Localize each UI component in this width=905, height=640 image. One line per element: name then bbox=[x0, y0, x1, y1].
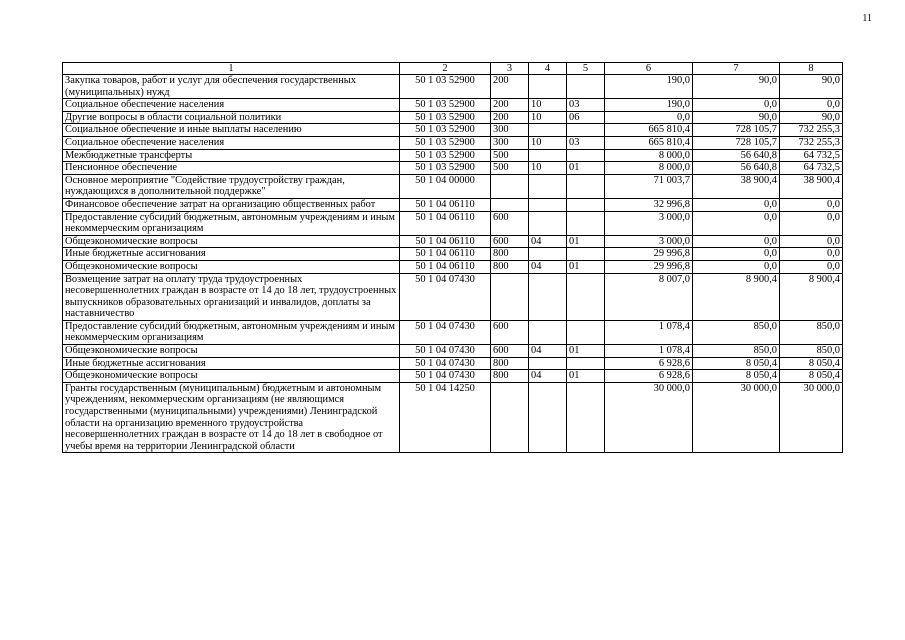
cell-rz bbox=[529, 273, 567, 320]
cell-code: 50 1 04 06110 bbox=[400, 211, 491, 235]
cell-code: 50 1 03 52900 bbox=[400, 75, 491, 99]
cell-amount-7: 8 050,4 bbox=[693, 357, 780, 370]
cell-code: 50 1 04 06110 bbox=[400, 235, 491, 248]
cell-name: Общеэкономические вопросы bbox=[63, 235, 400, 248]
cell-name: Общеэкономические вопросы bbox=[63, 370, 400, 383]
cell-rz: 04 bbox=[529, 345, 567, 358]
cell-amount-8: 90,0 bbox=[780, 111, 843, 124]
cell-pr bbox=[567, 211, 605, 235]
cell-amount-7: 0,0 bbox=[693, 260, 780, 273]
page-number: 11 bbox=[862, 13, 872, 24]
cell-amount-8: 850,0 bbox=[780, 345, 843, 358]
cell-amount-6: 29 996,8 bbox=[605, 248, 693, 261]
cell-code: 50 1 04 07430 bbox=[400, 345, 491, 358]
cell-pr bbox=[567, 124, 605, 137]
cell-pr bbox=[567, 198, 605, 211]
cell-rz: 10 bbox=[529, 111, 567, 124]
cell-rz bbox=[529, 149, 567, 162]
cell-amount-7: 0,0 bbox=[693, 198, 780, 211]
cell-name: Другие вопросы в области социальной политики bbox=[63, 111, 400, 124]
cell-rz bbox=[529, 320, 567, 344]
cell-amount-8: 64 732,5 bbox=[780, 149, 843, 162]
cell-amount-6: 6 928,6 bbox=[605, 370, 693, 383]
header-col-6: 6 bbox=[605, 63, 693, 75]
cell-amount-7: 850,0 bbox=[693, 320, 780, 344]
cell-amount-8: 30 000,0 bbox=[780, 382, 843, 453]
cell-code: 50 1 04 07430 bbox=[400, 320, 491, 344]
cell-vr: 600 bbox=[491, 211, 529, 235]
cell-pr bbox=[567, 75, 605, 99]
header-col-8: 8 bbox=[780, 63, 843, 75]
cell-amount-6: 665 810,4 bbox=[605, 136, 693, 149]
cell-name: Иные бюджетные ассигнования bbox=[63, 357, 400, 370]
cell-code: 50 1 04 14250 bbox=[400, 382, 491, 453]
cell-amount-7: 56 640,8 bbox=[693, 162, 780, 175]
cell-code: 50 1 03 52900 bbox=[400, 111, 491, 124]
cell-amount-8: 90,0 bbox=[780, 75, 843, 99]
cell-code: 50 1 04 06110 bbox=[400, 248, 491, 261]
cell-code: 50 1 03 52900 bbox=[400, 162, 491, 175]
cell-rz: 10 bbox=[529, 136, 567, 149]
cell-amount-6: 29 996,8 bbox=[605, 260, 693, 273]
cell-name: Предоставление субсидий бюджетным, автономным учреждениям и иным некоммерческим организациям bbox=[63, 211, 400, 235]
cell-amount-8: 0,0 bbox=[780, 235, 843, 248]
cell-amount-6: 665 810,4 bbox=[605, 124, 693, 137]
cell-amount-7: 8 050,4 bbox=[693, 370, 780, 383]
cell-vr: 800 bbox=[491, 260, 529, 273]
table-row bbox=[63, 99, 843, 112]
cell-amount-7: 30 000,0 bbox=[693, 382, 780, 453]
cell-pr: 01 bbox=[567, 370, 605, 383]
table-row bbox=[63, 198, 843, 211]
table-row bbox=[63, 357, 843, 370]
cell-vr bbox=[491, 273, 529, 320]
cell-amount-6: 8 007,0 bbox=[605, 273, 693, 320]
cell-pr bbox=[567, 248, 605, 261]
cell-amount-6: 8 000,0 bbox=[605, 162, 693, 175]
cell-vr: 600 bbox=[491, 320, 529, 344]
cell-name: Основное мероприятие "Содействие трудоустройству граждан, нуждающихся в дополнительной поддержке" bbox=[63, 174, 400, 198]
table-row bbox=[63, 320, 843, 344]
cell-amount-8: 850,0 bbox=[780, 320, 843, 344]
cell-vr bbox=[491, 198, 529, 211]
table-row bbox=[63, 370, 843, 383]
cell-amount-8: 8 900,4 bbox=[780, 273, 843, 320]
cell-name: Финансовое обеспечение затрат на организацию общественных работ bbox=[63, 198, 400, 211]
cell-vr: 200 bbox=[491, 111, 529, 124]
cell-amount-6: 3 000,0 bbox=[605, 235, 693, 248]
cell-amount-6: 0,0 bbox=[605, 111, 693, 124]
cell-vr: 200 bbox=[491, 75, 529, 99]
cell-amount-8: 0,0 bbox=[780, 99, 843, 112]
cell-pr: 03 bbox=[567, 99, 605, 112]
cell-name: Социальное обеспечение населения bbox=[63, 136, 400, 149]
cell-code: 50 1 04 06110 bbox=[400, 198, 491, 211]
cell-amount-8: 64 732,5 bbox=[780, 162, 843, 175]
cell-rz bbox=[529, 211, 567, 235]
cell-pr: 01 bbox=[567, 260, 605, 273]
cell-rz bbox=[529, 382, 567, 453]
cell-name: Гранты государственным (муниципальным) бюджетным и автономным учреждениям, некоммерческим организациям (не являющимся государственными (муниципальными) учреждениями) Ленинградской области на организацию временного трудоустройства несовершеннолетних граждан в возрасте от 14 до 18 лет в свободное от учебы время на территории Ленинградской области bbox=[63, 382, 400, 453]
table-row bbox=[63, 248, 843, 261]
cell-amount-6: 8 000,0 bbox=[605, 149, 693, 162]
cell-amount-8: 0,0 bbox=[780, 211, 843, 235]
cell-vr: 300 bbox=[491, 124, 529, 137]
cell-rz: 10 bbox=[529, 99, 567, 112]
cell-amount-8: 0,0 bbox=[780, 260, 843, 273]
cell-pr bbox=[567, 174, 605, 198]
table-row bbox=[63, 162, 843, 175]
cell-amount-7: 90,0 bbox=[693, 111, 780, 124]
cell-amount-7: 0,0 bbox=[693, 235, 780, 248]
cell-rz: 04 bbox=[529, 235, 567, 248]
cell-amount-7: 38 900,4 bbox=[693, 174, 780, 198]
cell-rz bbox=[529, 75, 567, 99]
cell-code: 50 1 03 52900 bbox=[400, 136, 491, 149]
table-row bbox=[63, 75, 843, 99]
cell-rz bbox=[529, 357, 567, 370]
cell-amount-7: 728 105,7 bbox=[693, 136, 780, 149]
header-col-7: 7 bbox=[693, 63, 780, 75]
cell-amount-8: 38 900,4 bbox=[780, 174, 843, 198]
cell-amount-7: 0,0 bbox=[693, 99, 780, 112]
table-row bbox=[63, 149, 843, 162]
table-row bbox=[63, 345, 843, 358]
cell-amount-6: 1 078,4 bbox=[605, 345, 693, 358]
cell-pr bbox=[567, 382, 605, 453]
cell-pr bbox=[567, 149, 605, 162]
cell-name: Социальное обеспечение и иные выплаты населению bbox=[63, 124, 400, 137]
cell-amount-7: 728 105,7 bbox=[693, 124, 780, 137]
cell-amount-8: 8 050,4 bbox=[780, 370, 843, 383]
cell-name: Иные бюджетные ассигнования bbox=[63, 248, 400, 261]
cell-code: 50 1 04 06110 bbox=[400, 260, 491, 273]
header-col-4: 4 bbox=[529, 63, 567, 75]
table-row bbox=[63, 382, 843, 453]
table-row bbox=[63, 111, 843, 124]
cell-amount-7: 0,0 bbox=[693, 248, 780, 261]
cell-pr: 01 bbox=[567, 235, 605, 248]
cell-vr: 200 bbox=[491, 99, 529, 112]
cell-code: 50 1 04 07430 bbox=[400, 370, 491, 383]
cell-name: Возмещение затрат на оплату труда трудоустроенных несовершеннолетних граждан в возрасте от 14 до 18 лет, трудоустроенных выпускников образовательных организаций и инвалидов, доплаты за наставничество bbox=[63, 273, 400, 320]
cell-name: Общеэкономические вопросы bbox=[63, 260, 400, 273]
cell-vr: 800 bbox=[491, 370, 529, 383]
cell-rz bbox=[529, 174, 567, 198]
cell-name: Межбюджетные трансферты bbox=[63, 149, 400, 162]
cell-amount-6: 71 003,7 bbox=[605, 174, 693, 198]
cell-amount-8: 0,0 bbox=[780, 198, 843, 211]
cell-amount-6: 190,0 bbox=[605, 75, 693, 99]
cell-amount-6: 1 078,4 bbox=[605, 320, 693, 344]
table-row bbox=[63, 235, 843, 248]
cell-code: 50 1 04 00000 bbox=[400, 174, 491, 198]
table-row bbox=[63, 174, 843, 198]
cell-pr bbox=[567, 320, 605, 344]
cell-rz bbox=[529, 198, 567, 211]
cell-code: 50 1 04 07430 bbox=[400, 273, 491, 320]
cell-vr: 300 bbox=[491, 136, 529, 149]
cell-rz bbox=[529, 248, 567, 261]
cell-rz: 10 bbox=[529, 162, 567, 175]
cell-pr: 06 bbox=[567, 111, 605, 124]
table-row bbox=[63, 273, 843, 320]
cell-amount-8: 732 255,3 bbox=[780, 136, 843, 149]
table-row bbox=[63, 124, 843, 137]
budget-table bbox=[62, 62, 843, 453]
cell-vr bbox=[491, 174, 529, 198]
cell-rz bbox=[529, 124, 567, 137]
cell-name: Социальное обеспечение населения bbox=[63, 99, 400, 112]
header-col-1: 1 bbox=[63, 63, 400, 75]
header-col-5: 5 bbox=[567, 63, 605, 75]
table-row bbox=[63, 211, 843, 235]
cell-vr: 800 bbox=[491, 248, 529, 261]
cell-amount-6: 32 996,8 bbox=[605, 198, 693, 211]
cell-amount-6: 190,0 bbox=[605, 99, 693, 112]
cell-pr: 03 bbox=[567, 136, 605, 149]
cell-name: Предоставление субсидий бюджетным, автономным учреждениям и иным некоммерческим организациям bbox=[63, 320, 400, 344]
cell-amount-7: 8 900,4 bbox=[693, 273, 780, 320]
cell-pr bbox=[567, 273, 605, 320]
cell-pr bbox=[567, 357, 605, 370]
cell-amount-6: 6 928,6 bbox=[605, 357, 693, 370]
cell-amount-6: 3 000,0 bbox=[605, 211, 693, 235]
cell-vr: 600 bbox=[491, 235, 529, 248]
header-col-3: 3 bbox=[491, 63, 529, 75]
cell-name: Закупка товаров, работ и услуг для обеспечения государственных (муниципальных) нужд bbox=[63, 75, 400, 99]
cell-amount-7: 56 640,8 bbox=[693, 149, 780, 162]
cell-code: 50 1 04 07430 bbox=[400, 357, 491, 370]
cell-amount-7: 0,0 bbox=[693, 211, 780, 235]
cell-amount-8: 8 050,4 bbox=[780, 357, 843, 370]
cell-vr: 500 bbox=[491, 149, 529, 162]
cell-code: 50 1 03 52900 bbox=[400, 124, 491, 137]
cell-amount-6: 30 000,0 bbox=[605, 382, 693, 453]
cell-code: 50 1 03 52900 bbox=[400, 99, 491, 112]
table-row bbox=[63, 260, 843, 273]
cell-rz: 04 bbox=[529, 370, 567, 383]
cell-code: 50 1 03 52900 bbox=[400, 149, 491, 162]
cell-name: Общеэкономические вопросы bbox=[63, 345, 400, 358]
cell-rz: 04 bbox=[529, 260, 567, 273]
cell-pr: 01 bbox=[567, 345, 605, 358]
cell-amount-7: 850,0 bbox=[693, 345, 780, 358]
cell-vr: 800 bbox=[491, 357, 529, 370]
header-col-2: 2 bbox=[400, 63, 491, 75]
cell-vr bbox=[491, 382, 529, 453]
cell-amount-8: 0,0 bbox=[780, 248, 843, 261]
cell-amount-8: 732 255,3 bbox=[780, 124, 843, 137]
cell-vr: 600 bbox=[491, 345, 529, 358]
cell-name: Пенсионное обеспечение bbox=[63, 162, 400, 175]
cell-amount-7: 90,0 bbox=[693, 75, 780, 99]
cell-vr: 500 bbox=[491, 162, 529, 175]
header-row bbox=[63, 63, 843, 75]
table-row bbox=[63, 136, 843, 149]
cell-pr: 01 bbox=[567, 162, 605, 175]
